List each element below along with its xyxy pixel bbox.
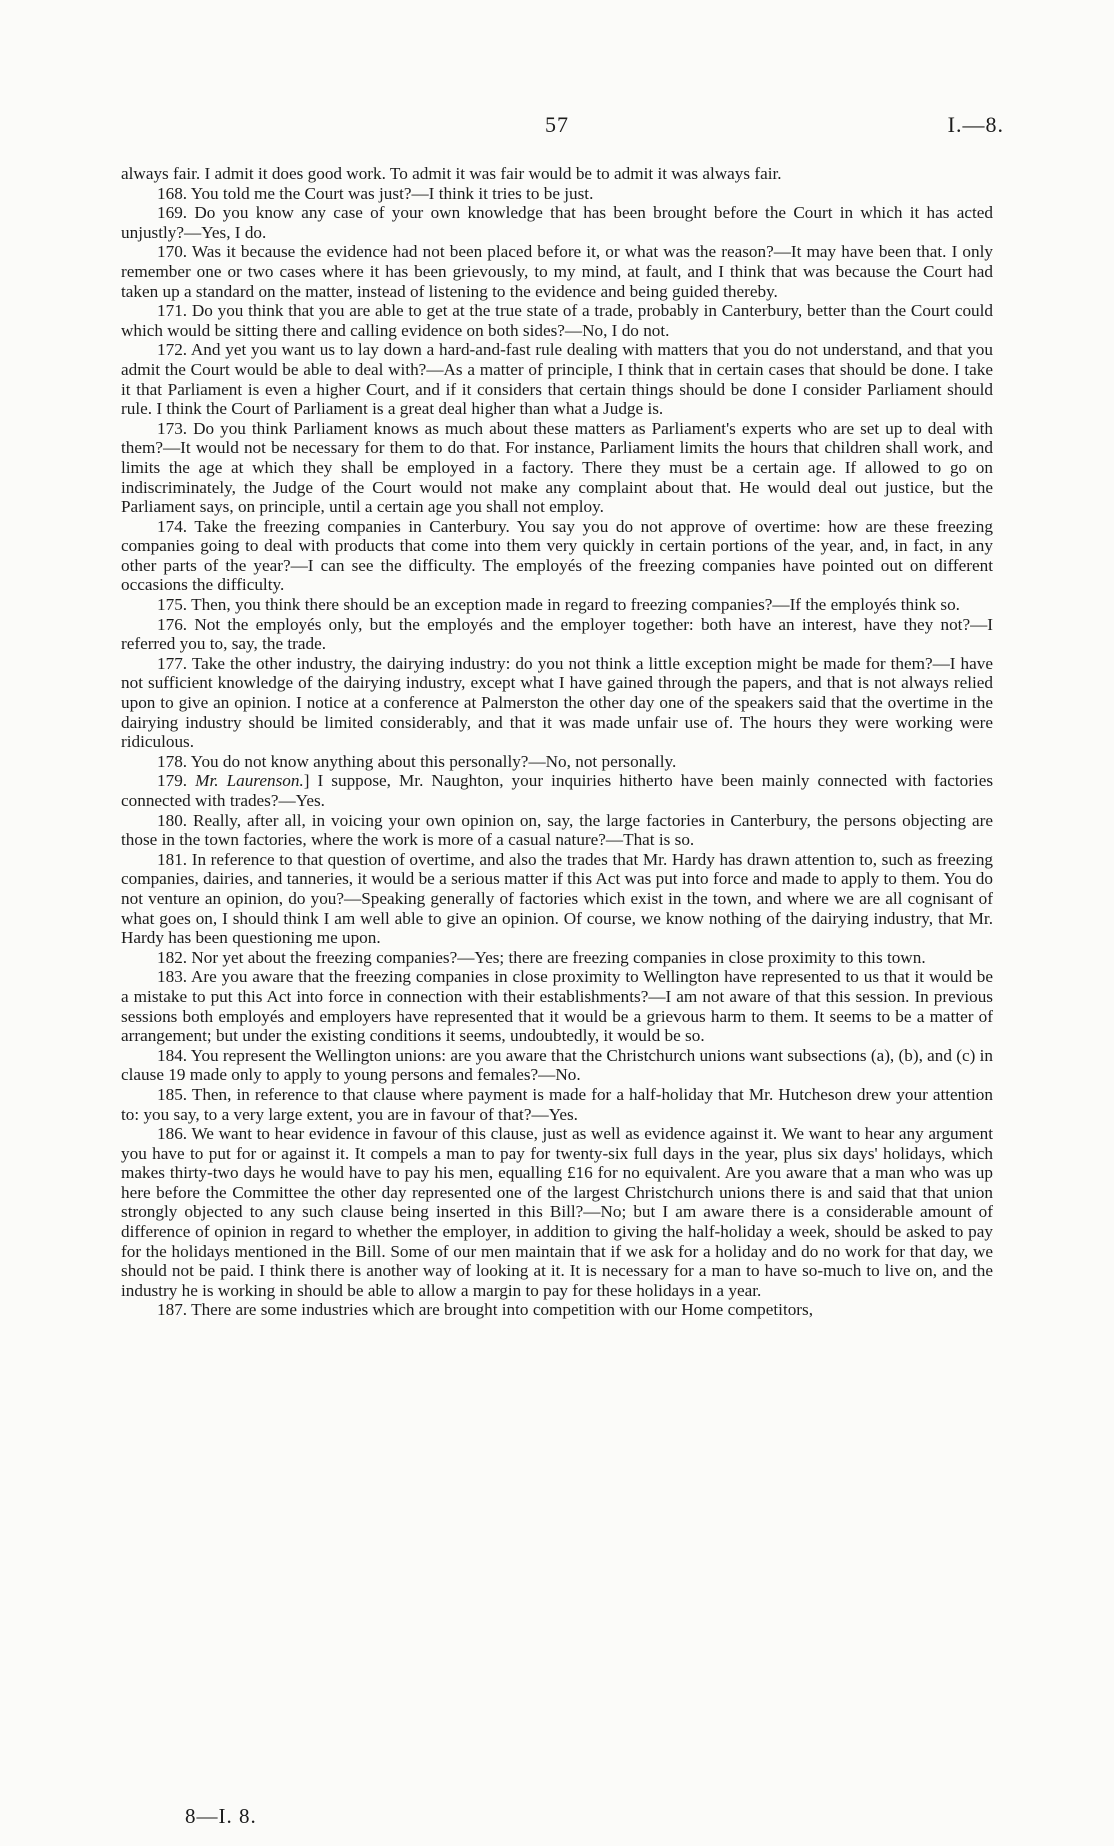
paragraph-text: Take the freezing companies in Canterbury. You say you do not approve of overtime: how are these freezing companies going to deal with products that come into them very quickly in certain portions of the year, and, in fact, in any other parts of the year?—I can see the difficulty. The employés of the freezing companies have pointed out on different occasions the difficulty. [121, 516, 993, 595]
evidence-paragraph [121, 164, 993, 184]
question-number: 168. [157, 183, 191, 203]
question-number: 178. [157, 751, 191, 771]
question-number: 173. [157, 418, 194, 438]
paragraph-text: You represent the Wellington unions: are you aware that the Christchurch unions want subsections (a), (b), and (c) in clause 19 made only to apply to young persons and females?—No. [121, 1045, 994, 1085]
evidence-paragraph [121, 419, 993, 517]
question-number: 170. [157, 242, 192, 262]
paragraph-text: always fair. I admit it does good work. To admit it was fair would be to admit it was always fair. [121, 164, 782, 183]
paragraph-text: Do you think that you are able to get at the true state of a trade, probably in Canterbury, better than the Court could which would be sitting there and calling evidence on both sides?—No, I do not. [121, 301, 994, 340]
evidence-paragraph [121, 1124, 993, 1300]
question-number: 177. [157, 653, 192, 673]
paragraph-text: Do you think Parliament knows as much about these matters as Parliament's experts who are set up to deal with them?—It would not be necessary for them to do that. For instance, Parliament limits the hours that children shall work, and limits the age at which they shall be employed in a factory. There they must be a certain age. If allowed to go on indiscriminately, the Judge of the Court would not make any complaint about that. He would deal out justice, but the Parliament says, on principle, until a certain age you shall not employ. [121, 418, 993, 517]
paragraph-text: Not the employés only, but the employés and the employer together: both have an interest, have they not?—I referred you to, say, the trade. [121, 614, 994, 654]
evidence-paragraph [121, 301, 993, 340]
question-number: 184. [157, 1045, 191, 1065]
paragraph-text: We want to hear evidence in favour of this clause, just as well as evidence against it. We want to hear any argument you have to put for or against it. It compels a man to pay for twenty-six full days in the year, plus six days' holidays, which makes thirty-two days he would have to pay his men, equalling £16 for no equivalent. Are you aware that a man who was up here before the Committee the other day represented one of the largest Christchurch unions there is and said that that union strongly objected to any such clause being inserted in this Bill?—No; but I am aware there is a considerable amount of difference of opinion in regard to whether the employer, in addition to giving the half-holiday a week, should be asked to pay for the holidays mentioned in the Bill. Some of our men maintain that if we ask for a holiday and do no work for that day, we should not be paid. I think there is another way of looking at it. It is necessary for a man to have so-much to live on, and the industry he is working in should be able to allow a margin to pay for these holidays in a year. [121, 1124, 993, 1300]
evidence-paragraph [121, 948, 993, 968]
question-number: 175. [157, 595, 192, 615]
paragraph-text: In reference to that question of overtime, and also the trades that Mr. Hardy has drawn attention to, such as freezing companies, dairies, and tanneries, it would be a serious matter if this Act was put into force and made to apply to them. You do not venture an opinion, do you?—Speaking generally of factories which exist in the town, and where we are all cognisant of what goes on, I should think I am well able to give an opinion. Of course, we know nothing of the dairying industry, that Mr. Hardy has been questioning me upon. [121, 849, 994, 948]
paragraph-text: Take the other industry, the dairying industry: do you not think a little exception might be made for them?—I have not sufficient knowledge of the dairying industry, except what I have gained through the papers, and that is not always relied upon to give an opinion. I notice at a conference at Palmerston the other day one of the speakers said that the overtime in the dairying industry should be limited considerably, and that it was made unfair use of. The hours they were working were ridiculous. [121, 653, 993, 752]
paragraph-text: Are you aware that the freezing companies in close proximity to Wellington have represented to us that it would be a mistake to put this Act into force in connection with their establishments?—I am not aware of that this session. In previous sessions both employés and employers have represented that it would be a grievous harm to them. It seems to be a matter of arrangement; but under the existing conditions it seems, undoubtedly, it would be so. [121, 967, 994, 1046]
evidence-paragraph [121, 595, 993, 615]
evidence-paragraph [121, 771, 993, 810]
evidence-paragraph [121, 242, 993, 301]
evidence-paragraph [121, 517, 993, 595]
question-number: 179. [157, 771, 196, 791]
document-reference: I.—8. [947, 112, 1004, 137]
paragraph-text: Really, after all, in voicing your own opinion on, say, the large factories in Canterbury, the persons objecting are those in the town factories, where the work is more of a casual nature?—That is so. [121, 810, 994, 850]
paragraph-text: ] I suppose, Mr. Naughton, your inquiries hitherto have been mainly connected with factories connected with trades?—Yes. [121, 771, 994, 810]
printer-signature: 8—I. 8. [185, 1804, 257, 1828]
question-number: 180. [157, 810, 193, 830]
page-number: 57 [545, 112, 569, 137]
evidence-paragraph [121, 615, 993, 654]
paragraph-text: Do you know any case of your own knowledge that has been brought before the Court in which it has acted unjustly?—Yes, I do. [121, 203, 994, 242]
question-number: 174. [157, 516, 195, 536]
question-number: 172. [157, 340, 191, 360]
evidence-paragraph [121, 654, 993, 752]
paragraph-text: You told me the Court was just?—I think it tries to be just. [190, 183, 594, 203]
evidence-paragraph [121, 752, 993, 772]
evidence-paragraph [121, 850, 993, 948]
paragraph-text: There are some industries which are brought into competition with our Home competitors, [191, 1300, 814, 1320]
question-number: 171. [157, 301, 192, 321]
question-number: 187. [157, 1300, 192, 1320]
question-number: 182. [157, 947, 192, 967]
question-number: 181. [157, 849, 192, 869]
speaker-name: Mr. Laurenson. [195, 771, 304, 791]
evidence-paragraph [121, 203, 993, 242]
evidence-paragraph [121, 967, 993, 1045]
paragraph-text: Nor yet about the freezing companies?—Yes; there are freezing companies in close proximity to this town. [191, 947, 926, 967]
evidence-text [121, 164, 993, 1320]
question-number: 183. [157, 967, 192, 987]
evidence-paragraph [121, 1046, 993, 1085]
paragraph-text: Then, you think there should be an exception made in regard to freezing companies?—If the employés think so. [191, 595, 960, 615]
evidence-paragraph [121, 1300, 993, 1320]
paragraph-text: Was it because the evidence had not been placed before it, or what was the reason?—It may have been that. I only remember one or two cases where it has been grievously, to my mind, at fault, and I think that was because the Court had taken up a standard on the matter, instead of listening to the evidence and being guided thereby. [121, 242, 993, 301]
question-number: 169. [157, 203, 195, 223]
question-number: 176. [157, 614, 195, 634]
evidence-paragraph [121, 340, 993, 418]
evidence-paragraph [121, 811, 993, 850]
paragraph-text: Then, in reference to that clause where payment is made for a half-holiday that Mr. Hutcheson drew your attention to: you say, to a very large extent, you are in favour of that?—Yes. [121, 1084, 993, 1124]
evidence-paragraph [121, 1085, 993, 1124]
paragraph-text: You do not know anything about this personally?—No, not personally. [190, 751, 677, 771]
evidence-paragraph [121, 184, 993, 204]
question-number: 186. [157, 1124, 192, 1144]
paragraph-text: And yet you want us to lay down a hard-and-fast rule dealing with matters that you do not understand, and that you admit the Court would be able to deal with?—As a matter of principle, I think that in certain cases that should be done. I take it that Parliament is even a higher Court, and if it considers that certain things should be done I consider Parliament should rule. I think the Court of Parliament is a great deal higher than what a Judge is. [121, 340, 993, 419]
question-number: 185. [157, 1084, 192, 1104]
